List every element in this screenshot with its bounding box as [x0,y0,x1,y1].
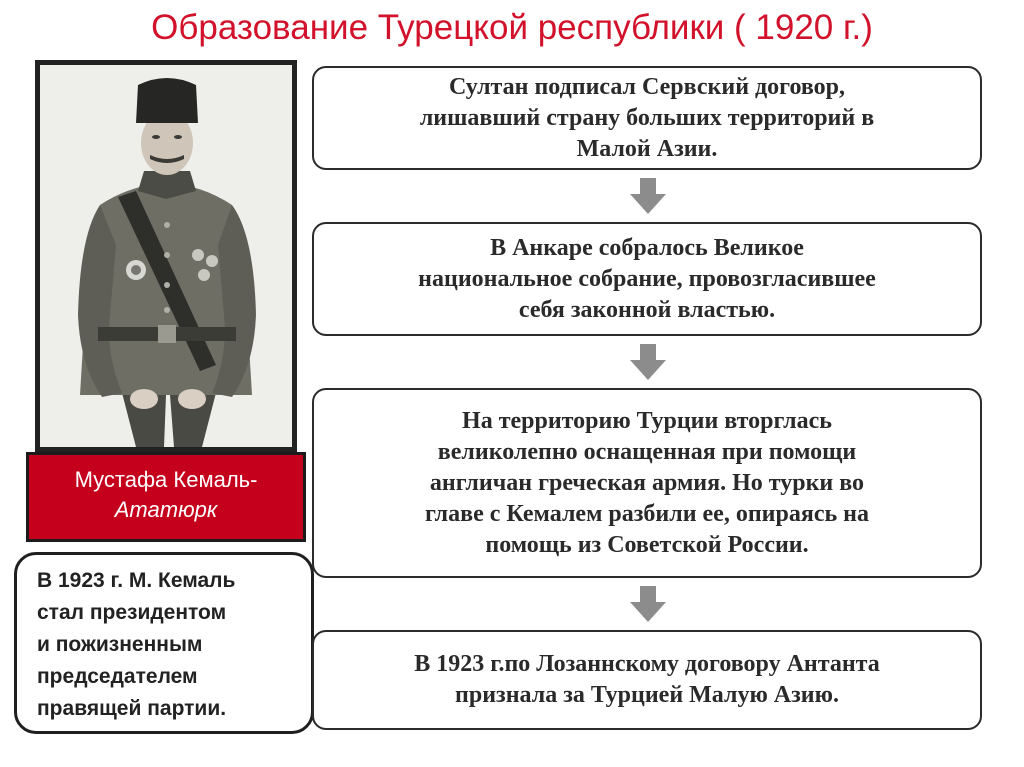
flow-step-line: В 1923 г.по Лозаннскому договору Антанта [414,651,880,677]
flow-step-1 [312,66,982,170]
slide-title: Образование Турецкой республики ( 1920 г.) [151,8,873,47]
note-line: председателем [37,665,198,688]
flow-step-line: На территорию Турции вторглась [462,407,832,434]
flow-step-3 [312,388,982,578]
flow-step-line: национальное собрание, провозгласившее [418,265,876,292]
flow-step-line: себя законной властью. [518,296,776,323]
caption-name-line2: Ататюрк [114,497,218,522]
officer-portrait-image [40,65,292,447]
flow-step-line: великолепно оснащенная при помощи [437,438,857,465]
note-line: стал президентом [37,601,227,624]
flow-step-line: англичан греческая армия. Но турки во [429,469,865,496]
flow-step-line: признала за Турцией Малую Азию. [455,682,839,708]
down-arrow-icon [628,176,668,216]
flow-step-line: помощь из Советской России. [485,531,809,558]
flow-step-4 [312,630,982,730]
down-arrow-icon [628,584,668,624]
flow-step-line: лишавший страну больших территорий в [419,104,875,131]
flow-step-line: Султан подписал Сервский договор, [448,73,846,100]
flow-step-line: главе с Кемалем разбили ее, опираясь на [425,500,869,527]
down-arrow-icon [628,342,668,382]
note-line: В 1923 г. М. Кемаль [37,569,236,592]
flow-step-line: Малой Азии. [576,135,718,162]
note-line: правящей партии. [37,697,227,720]
caption-name-line1: Мустафа Кемаль- [74,467,258,492]
flow-step-2 [312,222,982,336]
portrait-photo [35,60,297,452]
note-line: и пожизненным [37,633,203,656]
president-note [14,552,314,734]
portrait-caption [26,452,306,542]
flow-step-line: В Анкаре собралось Великое [490,234,804,261]
